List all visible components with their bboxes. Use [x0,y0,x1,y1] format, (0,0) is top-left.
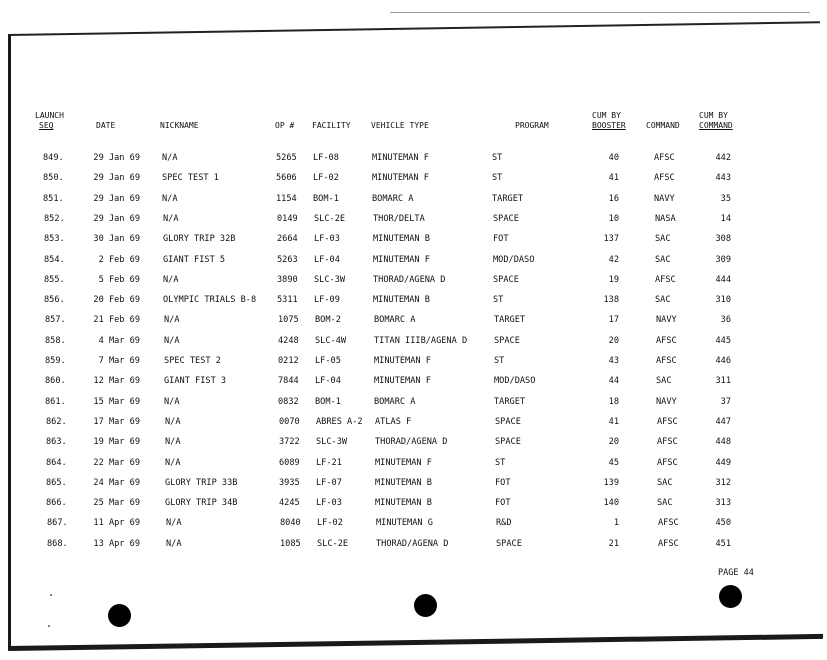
cell-command: AFSC [654,153,675,163]
cell-seq: 852. [44,214,65,224]
cell-cum-booster: 17 [608,315,619,325]
cell-seq: 849. [43,153,64,163]
cell-facility: LF-04 [315,376,341,386]
cell-seq: 862. [46,417,67,427]
cell-program: SPACE [494,336,520,346]
cell-facility: SLC-3W [314,275,346,285]
cell-date: 29 Jan 69 [93,194,140,204]
cell-cum-booster: 139 [603,478,619,488]
cell-nickname: N/A [164,315,180,325]
cell-cum-booster: 43 [608,356,619,366]
cell-cum-command: 310 [715,295,731,305]
cell-vehicle-type: THORAD/AGENA D [376,539,449,549]
cell-op-number: 3935 [279,478,300,488]
cell-vehicle-type: MINUTEMAN G [376,518,433,528]
cell-command: SAC [657,478,673,488]
cell-seq: 858. [45,336,66,346]
cell-vehicle-type: THORAD/AGENA D [373,275,446,285]
cell-program: TARGET [492,194,524,204]
header-cum-booster-top: CUM BY [592,111,621,120]
cell-date: 21 Feb 69 [93,315,140,325]
cell-facility: BOM-1 [315,397,341,407]
cell-cum-command: 451 [715,539,731,549]
cell-date: 17 Mar 69 [93,417,140,427]
cell-cum-booster: 10 [608,214,619,224]
cell-date: 4 Mar 69 [98,336,140,346]
cell-seq: 850. [43,173,64,183]
cell-program: FOT [495,478,511,488]
cell-seq: 856. [44,295,65,305]
cell-program: SPACE [495,437,521,447]
cell-vehicle-type: MINUTEMAN F [373,255,430,265]
cell-cum-command: 311 [715,376,731,386]
cell-seq: 864. [46,458,67,468]
cell-date: 5 Feb 69 [98,275,140,285]
cell-facility: LF-05 [315,356,341,366]
cell-seq: 853. [44,234,65,244]
cell-cum-command: 309 [715,255,731,265]
cell-op-number: 1085 [280,539,301,549]
cell-op-number: 3722 [279,437,300,447]
cell-facility: LF-03 [314,234,340,244]
cell-cum-command: 447 [715,417,731,427]
cell-cum-booster: 20 [608,336,619,346]
cell-command: SAC [655,255,671,265]
cell-program: SPACE [493,275,519,285]
cell-vehicle-type: THOR/DELTA [373,214,425,224]
cell-nickname: GLORY TRIP 32B [163,234,236,244]
cell-op-number: 2664 [277,234,298,244]
cell-program: ST [494,356,505,366]
cell-seq: 851. [43,194,64,204]
cell-program: ST [495,458,506,468]
cell-date: 2 Feb 69 [98,255,140,265]
cell-facility: LF-02 [317,518,343,528]
cell-facility: LF-03 [316,498,342,508]
cell-date: 29 Jan 69 [93,214,140,224]
cell-nickname: SPEC TEST 1 [162,173,219,183]
cell-facility: LF-21 [316,458,342,468]
cell-op-number: 0149 [277,214,298,224]
cell-cum-booster: 44 [608,376,619,386]
cell-program: ST [492,153,503,163]
cell-vehicle-type: MINUTEMAN B [375,478,432,488]
cell-facility: SLC-3W [316,437,348,447]
cell-op-number: 5265 [276,153,297,163]
cell-op-number: 3890 [277,275,298,285]
cell-nickname: N/A [162,153,178,163]
cell-command: AFSC [654,173,675,183]
cell-op-number: 5311 [277,295,298,305]
cell-date: 29 Jan 69 [93,173,140,183]
cell-seq: 855. [44,275,65,285]
cell-cum-command: 450 [715,518,731,528]
cell-vehicle-type: THORAD/AGENA D [375,437,448,447]
cell-facility: SLC-2E [317,539,349,549]
cell-vehicle-type: BOMARC A [374,397,416,407]
cell-cum-booster: 40 [608,153,619,163]
cell-op-number: 0212 [278,356,299,366]
punch-hole-left [108,604,131,627]
cell-cum-booster: 1 [613,518,619,528]
cell-cum-booster: 16 [608,194,619,204]
cell-cum-booster: 137 [603,234,619,244]
cell-op-number: 7844 [278,376,299,386]
cell-facility: LF-07 [316,478,342,488]
cell-vehicle-type: MINUTEMAN F [372,153,429,163]
cell-nickname: GIANT FIST 3 [164,376,227,386]
cell-program: FOT [495,498,511,508]
cell-command: SAC [655,234,671,244]
cell-cum-booster: 21 [608,539,619,549]
cell-op-number: 1075 [278,315,299,325]
cell-command: AFSC [655,275,676,285]
cell-date: 15 Mar 69 [93,397,140,407]
cell-seq: 857. [45,315,66,325]
cell-op-number: 5263 [277,255,298,265]
cell-vehicle-type: BOMARC A [372,194,414,204]
cell-cum-command: 37 [720,397,731,407]
cell-vehicle-type: BOMARC A [374,315,416,325]
scan-edge-faint [390,12,810,13]
cell-seq: 868. [47,539,68,549]
cell-command: AFSC [656,336,677,346]
header-cum-booster-bottom: BOOSTER [592,121,626,130]
cell-cum-command: 445 [715,336,731,346]
cell-seq: 866. [46,498,67,508]
cell-facility: BOM-1 [313,194,339,204]
cell-program: SPACE [495,417,521,427]
scan-speck [48,625,50,627]
cell-date: 11 Apr 69 [93,518,140,528]
cell-nickname: N/A [165,417,181,427]
header-date: DATE [96,121,116,130]
header-launch-seq [35,111,64,131]
cell-cum-command: 313 [715,498,731,508]
cell-nickname: N/A [164,397,180,407]
cell-vehicle-type: MINUTEMAN B [373,295,430,305]
cell-nickname: GLORY TRIP 33B [165,478,238,488]
cell-program: SPACE [493,214,519,224]
cell-facility: ABRES A-2 [316,417,363,427]
cell-command: AFSC [658,518,679,528]
punch-hole-center [414,594,437,617]
cell-nickname: N/A [163,275,179,285]
cell-cum-booster: 140 [603,498,619,508]
cell-date: 22 Mar 69 [93,458,140,468]
header-facility: FACILITY [312,121,351,130]
cell-nickname: GIANT FIST 5 [163,255,226,265]
cell-nickname: N/A [164,336,180,346]
cell-vehicle-type: MINUTEMAN F [375,458,432,468]
cell-program: ST [492,173,503,183]
cell-cum-command: 443 [715,173,731,183]
cell-vehicle-type: MINUTEMAN B [375,498,432,508]
cell-cum-command: 312 [715,478,731,488]
cell-nickname: SPEC TEST 2 [164,356,221,366]
cell-date: 12 Mar 69 [93,376,140,386]
cell-nickname: N/A [166,539,182,549]
cell-vehicle-type: MINUTEMAN F [372,173,429,183]
cell-nickname: GLORY TRIP 34B [165,498,238,508]
cell-date: 7 Mar 69 [98,356,140,366]
cell-date: 29 Jan 69 [93,153,140,163]
header-cum-by-command [699,111,733,131]
cell-cum-command: 449 [715,458,731,468]
cell-command: AFSC [657,458,678,468]
cell-command: NAVY [656,397,677,407]
header-command: COMMAND [646,121,680,130]
cell-command: NASA [655,214,676,224]
cell-cum-command: 448 [715,437,731,447]
cell-vehicle-type: TITAN IIIB/AGENA D [374,336,468,346]
cell-facility: SLC-2E [314,214,346,224]
cell-command: AFSC [656,356,677,366]
cell-cum-booster: 41 [608,417,619,427]
cell-seq: 867. [47,518,68,528]
cell-nickname: N/A [165,458,181,468]
cell-op-number: 8040 [280,518,301,528]
header-nickname: NICKNAME [160,121,199,130]
cell-program: TARGET [494,315,526,325]
cell-date: 25 Mar 69 [93,498,140,508]
cell-seq: 859. [45,356,66,366]
cell-command: AFSC [658,539,679,549]
cell-program: ST [493,295,504,305]
cell-vehicle-type: MINUTEMAN B [373,234,430,244]
cell-program: MOD/DASO [494,376,536,386]
cell-op-number: 1154 [276,194,297,204]
cell-date: 19 Mar 69 [93,437,140,447]
cell-program: TARGET [494,397,526,407]
cell-op-number: 0070 [279,417,300,427]
header-cum-command-top: CUM BY [699,111,728,120]
cell-seq: 854. [44,255,65,265]
page-edge-top [8,21,820,36]
cell-command: SAC [657,498,673,508]
cell-facility: LF-02 [313,173,339,183]
scan-speck [50,594,52,596]
cell-cum-command: 444 [715,275,731,285]
cell-op-number: 4248 [278,336,299,346]
cell-cum-command: 35 [720,194,731,204]
cell-seq: 860. [45,376,66,386]
cell-command: SAC [655,295,671,305]
cell-facility: LF-08 [313,153,339,163]
header-launch-seq-bottom: SEQ [39,121,54,130]
cell-command: AFSC [657,417,678,427]
cell-program: R&D [496,518,512,528]
cell-cum-booster: 42 [608,255,619,265]
cell-cum-command: 442 [715,153,731,163]
cell-program: FOT [493,234,509,244]
cell-vehicle-type: ATLAS F [375,417,412,427]
cell-seq: 861. [45,397,66,407]
cell-facility: LF-04 [314,255,340,265]
cell-op-number: 5606 [276,173,297,183]
page-edge-bottom [8,634,823,651]
cell-cum-command: 308 [715,234,731,244]
cell-facility: BOM-2 [315,315,341,325]
cell-cum-command: 36 [720,315,731,325]
cell-date: 20 Feb 69 [93,295,140,305]
cell-op-number: 0832 [278,397,299,407]
cell-seq: 865. [46,478,67,488]
cell-cum-command: 14 [720,214,731,224]
header-launch-seq-top: LAUNCH [35,111,64,120]
cell-cum-booster: 45 [608,458,619,468]
cell-cum-booster: 41 [608,173,619,183]
cell-op-number: 6089 [279,458,300,468]
cell-op-number: 4245 [279,498,300,508]
cell-command: SAC [656,376,672,386]
cell-nickname: N/A [166,518,182,528]
cell-nickname: OLYMPIC TRIALS B-8 [163,295,257,305]
cell-date: 13 Apr 69 [93,539,140,549]
cell-program: SPACE [496,539,522,549]
cell-date: 24 Mar 69 [93,478,140,488]
cell-facility: LF-09 [314,295,340,305]
page-number: PAGE 44 [718,568,754,578]
cell-command: NAVY [656,315,677,325]
cell-cum-booster: 138 [603,295,619,305]
cell-seq: 863. [46,437,67,447]
cell-cum-booster: 19 [608,275,619,285]
cell-date: 30 Jan 69 [93,234,140,244]
cell-nickname: N/A [165,437,181,447]
header-vehicle-type: VEHICLE TYPE [371,121,429,130]
cell-command: AFSC [657,437,678,447]
cell-vehicle-type: MINUTEMAN F [374,356,431,366]
cell-program: MOD/DASO [493,255,535,265]
page-edge-left [8,35,11,648]
header-cum-command-bottom: COMMAND [699,121,733,130]
cell-facility: SLC-4W [315,336,347,346]
punch-hole-right [719,585,742,608]
cell-nickname: N/A [162,194,178,204]
cell-cum-booster: 20 [608,437,619,447]
cell-nickname: N/A [163,214,179,224]
cell-vehicle-type: MINUTEMAN F [374,376,431,386]
cell-cum-booster: 18 [608,397,619,407]
header-cum-by-booster [592,111,626,131]
header-op-number: OP # [275,121,295,130]
header-program: PROGRAM [515,121,549,130]
cell-command: NAVY [654,194,675,204]
cell-cum-command: 446 [715,356,731,366]
